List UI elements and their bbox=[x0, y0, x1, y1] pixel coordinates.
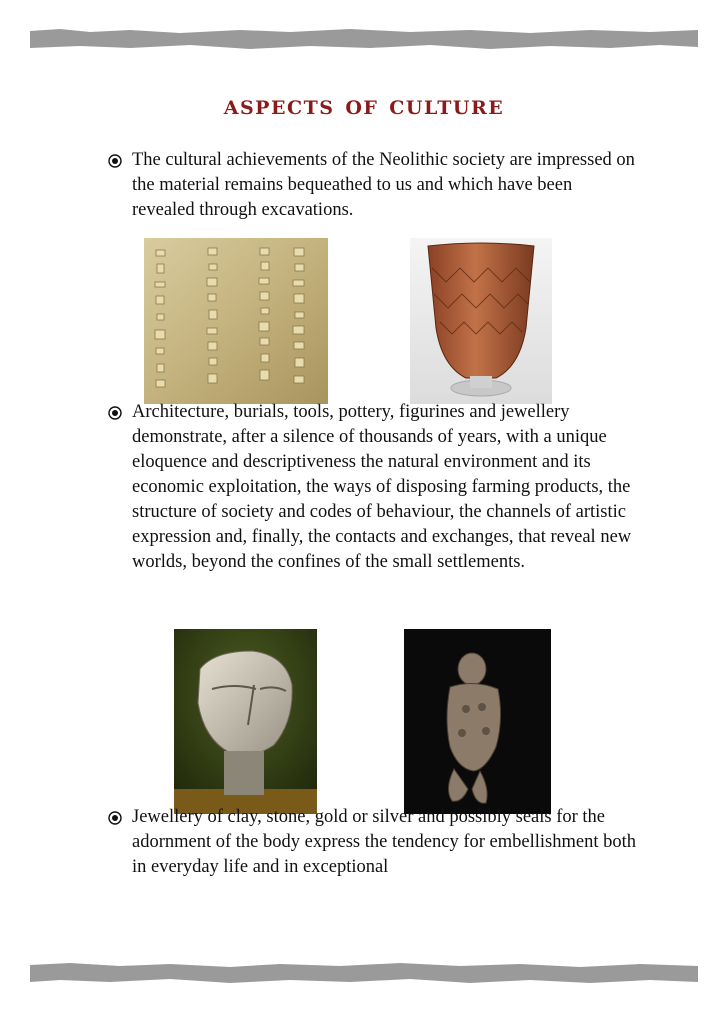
bullet-text: Jewellery of clay, stone, gold or silver and possibly seals for the adornment of the body express the tendency for embellishment both in everyday life and in exceptional bbox=[132, 807, 636, 877]
bullet-text: The cultural achievements of the Neolithic society are impressed on the material remains bequeathed to us and which have been revealed through excavations. bbox=[132, 150, 635, 220]
radio-bullet-icon bbox=[108, 154, 122, 168]
inscribed-tablet-image bbox=[144, 238, 328, 404]
clay-figurine-image bbox=[404, 629, 551, 814]
bullet-paragraph-1 bbox=[108, 148, 638, 223]
top-torn-border bbox=[30, 28, 698, 50]
bottom-torn-border bbox=[30, 962, 698, 984]
bullet-paragraph-2 bbox=[108, 400, 638, 575]
bullet-text: Architecture, burials, tools, pottery, figurines and jewellery demonstrate, after a silence of thousands of years, with a unique eloquence and descriptiveness the natural environment and its economic exploitation, the ways of disposing farming products, the structure of society and codes of behaviour, the channels of artistic expression and, finally, the contacts and exchanges, that reveal new worlds, beyond the confines of the small settlements. bbox=[132, 402, 632, 572]
stone-head-figurine-image bbox=[174, 629, 317, 814]
page-title: aspects of culture bbox=[223, 90, 505, 121]
radio-bullet-icon bbox=[108, 406, 122, 420]
pottery-vessel-image bbox=[410, 238, 552, 404]
radio-bullet-icon bbox=[108, 811, 122, 825]
bullet-paragraph-3 bbox=[108, 805, 638, 880]
